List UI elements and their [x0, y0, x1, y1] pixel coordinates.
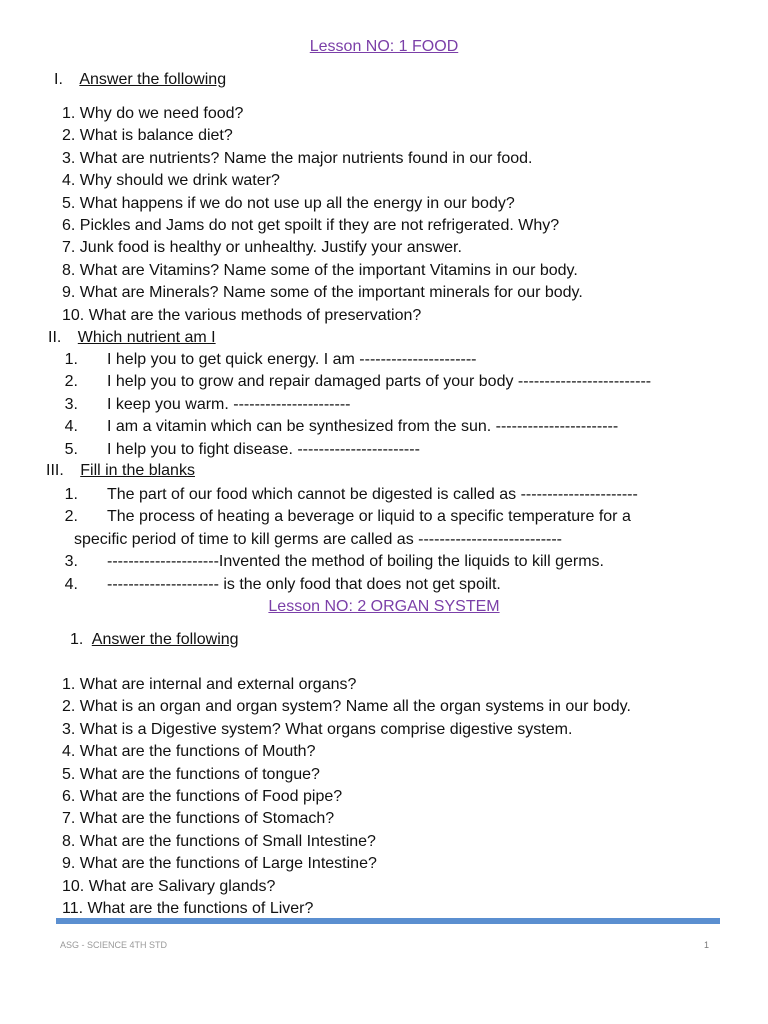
- list-item: 1. What are internal and external organs?: [62, 676, 357, 693]
- list-item: 8. What are the functions of Small Intestine?: [62, 832, 376, 850]
- item-text: ---------------------Invented the method of boiling the liquids to kill germs.: [107, 553, 604, 571]
- item-text: The part of our food which cannot be digested is called as ----------------------: [107, 486, 638, 503]
- item-number: 3.: [64, 553, 78, 571]
- list-item: 11. What are the functions of Liver?: [62, 900, 314, 917]
- list-item: 7. What are the functions of Stomach?: [62, 810, 335, 828]
- section-label: Fill in the blanks: [80, 462, 195, 479]
- item-text: I keep you warm. ----------------------: [107, 395, 351, 413]
- section-number: I.: [54, 71, 63, 88]
- item-number: 2.: [64, 373, 78, 391]
- item-text: I help you to get quick energy. I am ----------------------: [107, 351, 477, 368]
- item-number: 4.: [64, 418, 78, 436]
- section-number: III.: [46, 462, 64, 479]
- list-item: 5. What happens if we do not use up all the energy in our body?: [62, 194, 515, 212]
- list-item: 9. What are the functions of Large Intestine?: [62, 855, 377, 873]
- list-item: 2. What is an organ and organ system? Name all the organ systems in our body.: [62, 698, 631, 716]
- item-text: I help you to fight disease. -----------------------: [107, 440, 420, 458]
- list-item: 4. What are the functions of Mouth?: [62, 743, 316, 761]
- list-item: 3. What are nutrients? Name the major nutrients found in our food.: [62, 149, 533, 167]
- section-number: 1.: [70, 631, 84, 648]
- section-label: Answer the following: [79, 71, 227, 88]
- list-item: 3. What is a Digestive system? What organs comprise digestive system.: [62, 720, 573, 738]
- item-text: The process of heating a beverage or liquid to a specific temperature for a: [107, 508, 631, 526]
- item-text: I help you to grow and repair damaged parts of your body -------------------------: [107, 373, 652, 391]
- list-item: 4. Why should we drink water?: [62, 172, 280, 190]
- section-label: Which nutrient am I: [77, 329, 216, 346]
- item-number: 1.: [64, 351, 78, 368]
- section-number: II.: [48, 329, 62, 346]
- page-number: 1: [704, 940, 710, 950]
- list-item: 6. What are the functions of Food pipe?: [62, 788, 343, 805]
- item-number: 3.: [64, 395, 78, 413]
- lesson-2-title: Lesson NO: 2 ORGAN SYSTEM: [268, 598, 500, 615]
- list-item: 10. What are the various methods of preservation?: [62, 306, 422, 324]
- list-item: 9. What are Minerals? Name some of the important minerals for our body.: [62, 284, 583, 302]
- lesson-2-section-heading: [70, 631, 239, 649]
- section-3-heading: [46, 462, 195, 480]
- item-text: I am a vitamin which can be synthesized from the sun. -----------------------: [107, 418, 619, 436]
- item-number: 4.: [64, 575, 78, 593]
- footer-label: ASG - SCIENCE 4TH STD: [60, 940, 168, 950]
- list-item: 10. What are Salivary glands?: [62, 877, 276, 895]
- lesson-1-title: Lesson NO: 1 FOOD: [309, 38, 459, 55]
- footer-divider: [56, 918, 720, 924]
- list-item: 2. What is balance diet?: [62, 127, 233, 145]
- item-number: 5.: [64, 440, 78, 458]
- list-item: 7. Junk food is healthy or unhealthy. Justify your answer.: [62, 239, 462, 257]
- list-item: 8. What are Vitamins? Name some of the important Vitamins in our body.: [62, 261, 578, 279]
- section-1-heading: [54, 71, 226, 89]
- list-item: 1. Why do we need food?: [62, 105, 244, 122]
- item-number: 1.: [64, 486, 78, 503]
- list-item: 6. Pickles and Jams do not get spoilt if they are not refrigerated. Why?: [62, 217, 560, 234]
- section-2-heading: [48, 329, 216, 347]
- item-number: 2.: [64, 508, 78, 526]
- section-label: Answer the following: [91, 631, 239, 648]
- list-item: 5. What are the functions of tongue?: [62, 765, 320, 783]
- item-text: --------------------- is the only food that does not get spoilt.: [107, 575, 501, 593]
- item-text: specific period of time to kill germs are called as ---------------------------: [74, 530, 562, 548]
